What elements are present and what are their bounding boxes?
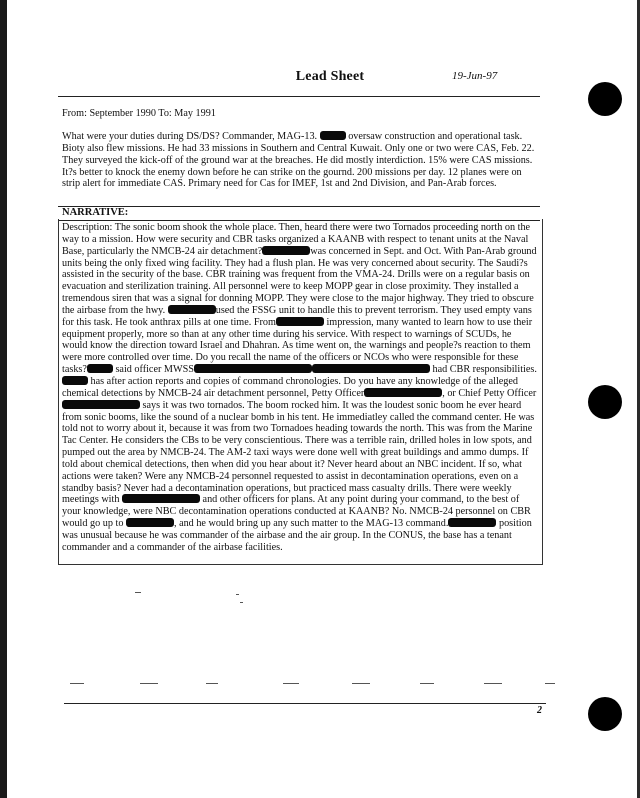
from-line: From: September 1990 To: May 1991 [62, 108, 216, 119]
footer-rule [64, 703, 546, 704]
redaction [126, 518, 174, 527]
scan-speck [70, 683, 84, 684]
scan-speck [352, 683, 370, 684]
redaction [276, 317, 324, 326]
redaction [194, 364, 312, 373]
page-title: Lead Sheet [295, 69, 365, 84]
duties-paragraph [62, 131, 538, 190]
desc-text-1: Description: The sonic boom shook the whole place. Then, heard there were two Tornados proceeding north on the way to a mission. How were security and CBR tasks organized a KAANB with respect to tenant units at the Naval Base, particularly the NMCB-24 air detachment? [62, 222, 531, 257]
redaction [262, 246, 310, 255]
desc-text-6: had CBR responsibilities. [432, 364, 537, 376]
narrative-label: NARRATIVE: [62, 207, 129, 218]
desc-text-12: position was unusual because he was commander of the airbase and the air group. In the CONUS, the base has a tenant commander and a commander of the airbase facilities. [62, 518, 532, 553]
scan-speck [240, 602, 243, 603]
desc-text-9: says it was two tornados. The boom rocked him. It was the loudest sonic boom he ever heard from sonic booms, like the sound of a nuclear bomb in his tent. He immediatley called the command center. He was told not to worry about it, because it was from two Tornadoes heading towards the north. This was from the Marine Tac Center. He considers the CBs to be very conscientious. There was a terrible rain, drilled holes in low spots, and pumped out the area by NMCB-24. The AM-2 taxi ways were done well with great buildings and ammo dumps. If told about chemical detections, then when did you hear about it? Never heard about an NBC incident. If so, what actions were taken? Were any NMCB-24 personnel requested to assist in decontamination operations, even on a standby basis? Never had a decontamination operations, but practiced mass casualty drills. There were weekly meetings with [62, 399, 535, 506]
duties-text-2: oversaw construction and operational task. Bioty also flew missions. He had 33 missions in Southern and Central Kuwait. Only one or two were CAS, Feb. 22. They surveyed the kick-off of the ground war at the breaches. He did mostly interdiction. 15% were CAS missions. It?s better to knock the enemy down before he can strike on the gournd. 200 missions per day. 12 planes were on strip alert for immediate CAS. Primary need for Cas for IMEF, 1st and 2nd Division, and Pan-Arab forces. [62, 131, 535, 190]
scan-speck [236, 594, 239, 595]
scan-speck [283, 683, 299, 684]
document-date: 19-Jun-97 [452, 70, 498, 82]
redaction [122, 494, 200, 503]
duties-text-1: What were your duties during DS/DS? Commander, MAG-13. [62, 131, 318, 142]
redaction [87, 364, 113, 373]
scan-edge-left [0, 0, 7, 798]
punch-hole-middle [588, 385, 622, 419]
description-paragraph [62, 222, 537, 554]
desc-text-10: and other officers for plans. At any point during your command, to the best of your knowledge, were NBC decontamination operations conducted at KAANB? No. NMCB-24 personnel on CBR would go up to [62, 494, 531, 530]
scan-speck [206, 683, 218, 684]
desc-text-3: used the FSSG unit to handle this to prevent terrorism. They used empty vans for this task. He took anthrax pills at one time. From [62, 304, 532, 328]
redaction [62, 376, 88, 385]
desc-text-7: has after action reports and copies of command chronologies. Do you have any knowledge of the alleged chemical detections by NMCB-24 air detachment personnel, Petty Officer [62, 375, 518, 399]
desc-text-5: said officer MWSS [115, 364, 194, 376]
scan-speck [545, 683, 555, 684]
scan-speck [420, 683, 434, 684]
redaction [364, 388, 442, 397]
redaction [320, 131, 346, 140]
punch-hole-bottom [588, 697, 622, 731]
scan-speck [484, 683, 502, 684]
page-number: 2 [537, 705, 542, 716]
punch-hole-top [588, 82, 622, 116]
scan-speck [140, 683, 158, 684]
desc-text-4: impression, many wanted to learn how to use their equipment properly, more so than at any other time during his service. With respect to warnings of SCUDs, he would know the direction toward Israel and Dhahran. As time went on, the warnings and people?s reaction to them were more controlled over time. Do you recall the name of the officers or NCOs who were responsible for these tasks? [62, 316, 533, 376]
redaction [168, 305, 216, 314]
form-top-rule [58, 96, 540, 97]
desc-text-11: , and he would bring up any such matter to the MAG-13 command. [173, 518, 449, 530]
scan-speck [135, 592, 141, 593]
redaction [448, 518, 496, 527]
desc-text-8: , or Chief Petty Officer [442, 387, 537, 399]
desc-text-2: was concerned in Sept. and Oct. With Pan-Arab ground units being the only fixed wing facility. They had a flush plan. He was very concerned about security. The Saudi?s assisted in the security of the base. CBR training was frequent from the VMA-24. Drills were on a regular basis on evacuation and sterilization training. All personnel were to keep MOPP gear in close proximity. They installed a tremendous siren that was a signal for donning MOPP. They were close to the major highway. They tried to obscure the airbase from the hwy. [62, 245, 537, 316]
redaction [312, 364, 430, 373]
redaction [62, 400, 140, 409]
